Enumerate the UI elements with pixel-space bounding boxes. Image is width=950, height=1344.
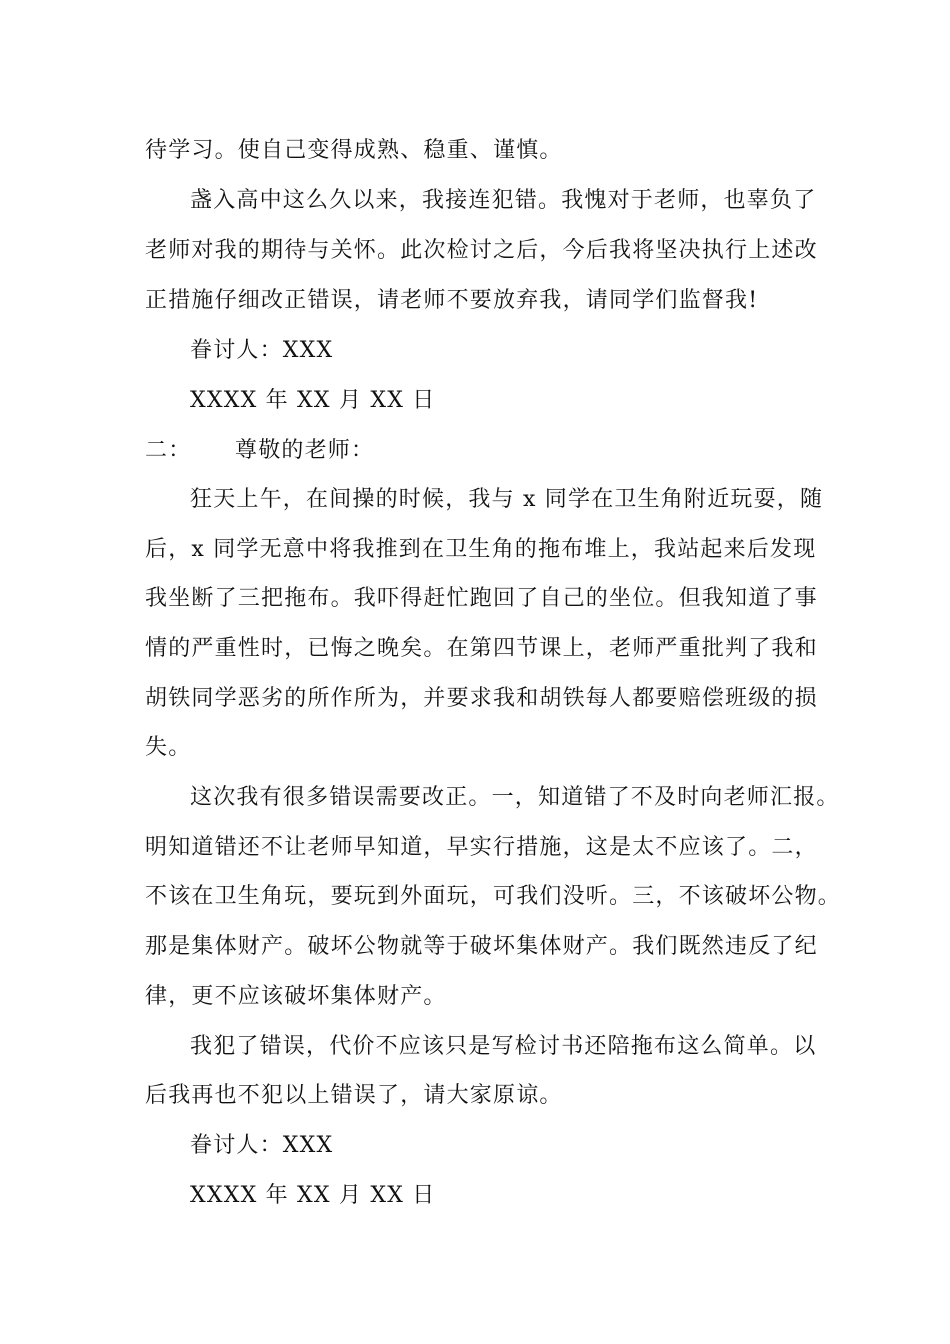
paragraph-line: 老师对我的期待与关怀。此次检讨之后，今后我将坚决执行上述改 [145,238,818,263]
paragraph-line: 盏入高中这么久以来，我接连犯错。我愧对于老师，也辜负了 [190,188,817,213]
paragraph-line: 明知道错还不让老师早知道，早实行措施，这是太不应该了。二， [145,835,818,860]
paragraph-line: 律，更不应该破坏集体财产。 [145,984,447,1009]
paragraph-line: 狂天上午，在间操的时候，我与 x 同学在卫生角附近玩耍，随 [190,487,824,512]
paragraph-line: 我犯了错误，代价不应该只是写检讨书还陪拖布这么简单。以 [190,1034,817,1059]
paragraph-line: 后，x 同学无意中将我推到在卫生角的拖布堆上，我站起来后发现 [145,537,817,562]
signature-line: 眷讨人：XXX [190,338,334,363]
paragraph-line: 那是集体财产。破坏公物就等于破坏集体财产。我们既然违反了纪 [145,934,818,959]
paragraph-line: 后我再也不犯以上错误了，请大家原谅。 [145,1083,563,1108]
paragraph-line: 胡铁同学恶劣的所作所为，并要求我和胡铁每人都要赔偿班级的损 [145,686,818,711]
paragraph-line: 不该在卫生角玩，要玩到外面玩，可我们没听。三，不该破坏公物。 [145,884,842,909]
date-line: XXXX 年 XX 月 XX 日 [190,1183,436,1208]
paragraph-line: 我坐断了三把拖布。我吓得赶忙跑回了自己的坐位。但我知道了事 [145,586,818,611]
paragraph-line: 这次我有很多错误需要改正。一，知道错了不及时向老师汇报。 [190,785,840,810]
paragraph-line: 待学习。使自己变得成熟、稳重、谨慎。 [145,138,563,163]
signature-line: 眷讨人：XXX [190,1133,334,1158]
paragraph-line: 情的严重性时，已悔之晚矣。在第四节课上，老师严重批判了我和 [145,636,818,661]
paragraph-line: 正措施仔细改正错误，请老师不要放弃我，请同学们监督我! [145,288,759,313]
salutation: 尊敬的老师： [235,438,375,463]
paragraph-line: 失。 [145,735,192,760]
section-number: 二： [145,438,192,463]
date-line: XXXX 年 XX 月 XX 日 [190,388,436,413]
